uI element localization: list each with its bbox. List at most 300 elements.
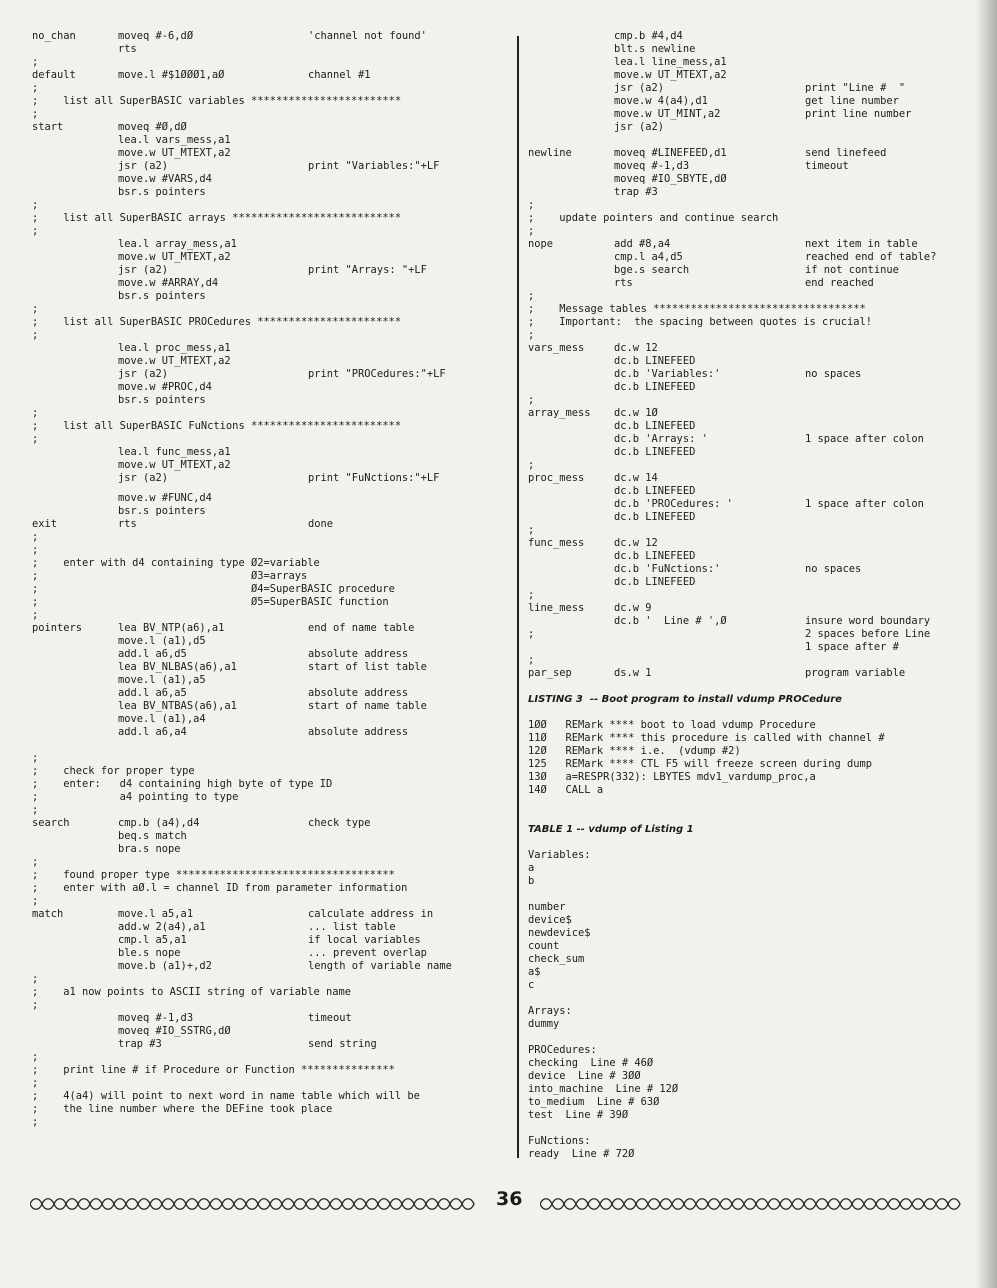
code-comment: print "Arrays: "+LF [308, 264, 427, 276]
code-instruction: move.w UT_MTEXT,a2 [118, 459, 231, 471]
code-comment: send string [308, 1038, 377, 1050]
code-label: line_mess [528, 602, 585, 614]
code-text: to_medium Line # 63Ø [528, 1096, 660, 1108]
code-instruction: lea BV_NTBAS(a6),a1 [118, 700, 237, 712]
code-line [32, 173, 510, 186]
code-text: newdevice$ [528, 927, 591, 939]
code-text: ; enter: d4 containing high byte of type ID [32, 778, 333, 790]
code-text: device Line # 3ØØ [528, 1070, 641, 1082]
code-line [528, 1070, 983, 1083]
code-line [528, 342, 983, 355]
code-line [32, 518, 510, 531]
code-label: func_mess [528, 537, 585, 549]
code-text: ; [32, 225, 39, 237]
code-instruction: dc.b 'PROCedures: ' [614, 498, 733, 510]
code-text: ; found proper type *********************************** [32, 869, 395, 881]
code-line [528, 537, 983, 550]
code-instruction: move.w UT_MTEXT,a2 [118, 251, 231, 263]
code-comment: timeout [308, 1012, 352, 1024]
code-line [32, 778, 510, 791]
code-label: array_mess [528, 407, 591, 419]
code-instruction: moveq #LINEFEED,d1 [614, 147, 727, 159]
code-line [528, 251, 983, 264]
code-line [32, 921, 510, 934]
code-line [32, 609, 510, 622]
code-instruction: jsr (a2) [614, 121, 665, 133]
code-comment: next item in table [805, 238, 918, 250]
code-line [32, 160, 510, 173]
code-text: c [528, 979, 535, 991]
code-line [32, 570, 510, 583]
code-instruction: rts [118, 518, 137, 530]
code-line [528, 511, 983, 524]
code-text: device$ [528, 914, 572, 926]
code-text: ; list all SuperBASIC FuNctions ************************ [32, 420, 402, 432]
code-text: checking Line # 46Ø [528, 1057, 654, 1069]
code-line [32, 43, 510, 56]
code-comment: get line number [805, 95, 899, 107]
code-instruction: lea.l line_mess,a1 [614, 56, 727, 68]
code-line [528, 56, 983, 69]
column-divider [517, 36, 519, 1158]
code-text: ; list all SuperBASIC PROCedures *********************** [32, 316, 402, 328]
code-line [32, 238, 510, 251]
code-line [528, 290, 983, 303]
code-instruction: jsr (a2) [118, 264, 169, 276]
code-line [528, 147, 983, 160]
code-line [32, 290, 510, 303]
code-line [528, 693, 983, 706]
code-line [528, 121, 983, 134]
code-line [32, 986, 510, 999]
code-text: ; print line # if Procedure or Function *************** [32, 1064, 395, 1076]
code-text: b [528, 875, 535, 887]
code-line [528, 914, 983, 927]
code-line [528, 576, 983, 589]
code-text: ready Line # 72Ø [528, 1148, 635, 1160]
code-line [32, 1064, 510, 1077]
code-comment: print "PROCedures:"+LF [308, 368, 446, 380]
code-text: ; [32, 999, 39, 1011]
code-line [528, 95, 983, 108]
code-instruction: dc.b 'Variables:' [614, 368, 721, 380]
code-text: ; [32, 1116, 39, 1128]
code-text: ; Ø5=SuperBASIC function [32, 596, 389, 608]
code-instruction: move.w #VARS,d4 [118, 173, 212, 185]
code-line [32, 726, 510, 739]
code-line [32, 82, 510, 95]
code-text: ; 4(a4) will point to next word in name table which will be [32, 1090, 420, 1102]
code-line [528, 433, 983, 446]
code-comment: no spaces [805, 563, 862, 575]
code-instruction: move.l a5,a1 [118, 908, 194, 920]
code-line [32, 687, 510, 700]
code-line [528, 1096, 983, 1109]
code-line [528, 264, 983, 277]
code-line [32, 1116, 510, 1129]
code-instruction: move.w #ARRAY,d4 [118, 277, 219, 289]
blank-line [528, 992, 983, 1005]
code-comment: if not continue [805, 264, 899, 276]
code-instruction: jsr (a2) [118, 160, 169, 172]
page-footer [0, 1188, 997, 1222]
code-line [528, 589, 983, 602]
code-text: ; [32, 895, 39, 907]
code-text: ; [32, 82, 39, 94]
code-line [528, 43, 983, 56]
code-comment: 2 spaces before Line [805, 628, 931, 640]
code-line [32, 1077, 510, 1090]
code-line [528, 771, 983, 784]
code-line [528, 628, 983, 641]
code-text: check_sum [528, 953, 585, 965]
code-instruction: moveq #-6,dØ [118, 30, 194, 42]
code-text: ; [528, 329, 535, 341]
code-line [32, 791, 510, 804]
code-text: PROCedures: [528, 1044, 597, 1056]
code-line [528, 654, 983, 667]
code-instruction: dc.b LINEFEED [614, 576, 696, 588]
code-instruction: move.w UT_MINT,a2 [614, 108, 721, 120]
code-text: ; [32, 531, 39, 543]
code-comment: timeout [805, 160, 849, 172]
code-instruction: move.w 4(a4),d1 [614, 95, 708, 107]
code-text: ; [528, 394, 535, 406]
code-comment: ... prevent overlap [308, 947, 427, 959]
right-code-column [528, 30, 983, 1161]
code-line [528, 186, 983, 199]
code-line [528, 30, 983, 43]
code-text: ; [32, 199, 39, 211]
code-line [32, 674, 510, 687]
code-line [32, 147, 510, 160]
code-line [32, 999, 510, 1012]
code-label: start [32, 121, 64, 133]
code-label: default [32, 69, 76, 81]
code-label: par_sep [528, 667, 572, 679]
code-text: into_machine Line # 12Ø [528, 1083, 679, 1095]
code-comment: no spaces [805, 368, 862, 380]
code-line [528, 381, 983, 394]
code-comment: 1 space after colon [805, 498, 924, 510]
code-instruction: bge.s search [614, 264, 690, 276]
code-line [32, 1025, 510, 1038]
code-comment: if local variables [308, 934, 421, 946]
code-text: ; [32, 973, 39, 985]
code-line [32, 30, 510, 43]
code-text: ; [32, 609, 39, 621]
code-line [528, 420, 983, 433]
code-line [528, 719, 983, 732]
code-instruction: rts [118, 43, 137, 55]
code-line [32, 342, 510, 355]
code-comment: absolute address [308, 726, 409, 738]
blank-line [528, 680, 983, 693]
code-line [528, 875, 983, 888]
code-label: vars_mess [528, 342, 585, 354]
code-instruction: move.w UT_MTEXT,a2 [614, 69, 727, 81]
code-text: ; [528, 589, 535, 601]
code-line [32, 804, 510, 817]
code-text: ; [528, 628, 535, 640]
code-line [528, 927, 983, 940]
code-text: ; [32, 329, 39, 341]
code-line [32, 648, 510, 661]
code-line [528, 238, 983, 251]
code-line [528, 953, 983, 966]
code-comment: ... list table [308, 921, 396, 933]
code-line [528, 1044, 983, 1057]
code-line [32, 1090, 510, 1103]
code-line [32, 1103, 510, 1116]
code-instruction: moveq #-1,d3 [614, 160, 690, 172]
code-instruction: lea.l func_mess,a1 [118, 446, 231, 458]
code-comment: start of name table [308, 700, 427, 712]
code-text: dummy [528, 1018, 560, 1030]
code-line [32, 1012, 510, 1025]
code-instruction: move.w #FUNC,d4 [118, 492, 212, 504]
blank-line [528, 1031, 983, 1044]
code-line [32, 355, 510, 368]
code-instruction: blt.s newline [614, 43, 696, 55]
code-line [32, 186, 510, 199]
code-text: ; check for proper type [32, 765, 195, 777]
code-line [32, 394, 510, 407]
code-line [32, 420, 510, 433]
code-instruction: dc.w 1Ø [614, 407, 658, 419]
code-instruction: add.l a6,a5 [118, 687, 187, 699]
code-text: number [528, 901, 566, 913]
code-text: count [528, 940, 560, 952]
code-line [32, 544, 510, 557]
code-comment: print "Line # " [805, 82, 906, 94]
code-instruction: bsr.s pointers [118, 394, 206, 406]
code-comment: end reached [805, 277, 874, 289]
blank-line [528, 836, 983, 849]
code-line [32, 557, 510, 570]
code-text: a$ [528, 966, 541, 978]
code-line [528, 745, 983, 758]
code-text: ; [528, 290, 535, 302]
code-line [32, 303, 510, 316]
code-instruction: dc.w 9 [614, 602, 652, 614]
code-line [32, 407, 510, 420]
code-text: ; list all SuperBASIC variables ************************ [32, 95, 402, 107]
code-instruction: add.w 2(a4),a1 [118, 921, 206, 933]
code-line [32, 446, 510, 459]
code-instruction: move.l (a1),d5 [118, 635, 206, 647]
code-comment: print "FuNctions:"+LF [308, 472, 440, 484]
code-line [528, 368, 983, 381]
code-line [32, 368, 510, 381]
code-line [32, 277, 510, 290]
blank-line [528, 1122, 983, 1135]
blank-line [528, 810, 983, 823]
code-line [32, 492, 510, 505]
code-text: ; a1 now points to ASCII string of variable name [32, 986, 352, 998]
code-text: ; [528, 199, 535, 211]
code-comment: done [308, 518, 334, 530]
code-instruction: dc.b LINEFEED [614, 550, 696, 562]
code-line [528, 940, 983, 953]
code-line [32, 856, 510, 869]
code-line [528, 69, 983, 82]
code-instruction: moveq #-1,d3 [118, 1012, 194, 1024]
code-line [32, 199, 510, 212]
code-line [32, 960, 510, 973]
code-text: ; Ø3=arrays [32, 570, 308, 582]
code-line [32, 121, 510, 134]
code-instruction: cmp.b (a4),d4 [118, 817, 200, 829]
code-comment: calculate address in [308, 908, 434, 920]
code-text: ; enter with d4 containing type Ø2=variable [32, 557, 320, 569]
code-text: ; [32, 752, 39, 764]
code-comment: send linefeed [805, 147, 887, 159]
code-line [32, 622, 510, 635]
code-instruction: dc.b ' Line # ',Ø [614, 615, 727, 627]
code-text: FuNctions: [528, 1135, 591, 1147]
left-code-column [32, 30, 510, 1129]
code-instruction: dc.b 'FuNctions:' [614, 563, 721, 575]
code-line [32, 316, 510, 329]
code-line [528, 966, 983, 979]
code-text: ; Important: the spacing between quotes is crucial! [528, 316, 873, 328]
code-line [32, 505, 510, 518]
code-instruction: bra.s nope [118, 843, 181, 855]
code-text: ; [32, 108, 39, 120]
code-comment: end of name table [308, 622, 415, 634]
code-line [528, 1148, 983, 1161]
code-instruction: add #8,a4 [614, 238, 671, 250]
code-text: ; Ø4=SuperBASIC procedure [32, 583, 395, 595]
code-text: ; [32, 56, 39, 68]
code-comment: 1 space after # [805, 641, 899, 653]
code-line [32, 713, 510, 726]
code-line [528, 784, 983, 797]
code-instruction: dc.b LINEFEED [614, 381, 696, 393]
code-text: 1ØØ REMark **** boot to load vdump Procedure [528, 719, 816, 731]
code-text: ; [528, 524, 535, 536]
code-line [32, 56, 510, 69]
code-text: 11Ø REMark **** this procedure is called with channel # [528, 732, 885, 744]
code-instruction: move.b (a1)+,d2 [118, 960, 212, 972]
code-instruction: trap #3 [614, 186, 658, 198]
code-line [528, 329, 983, 342]
code-line [32, 108, 510, 121]
code-line [528, 641, 983, 654]
code-line [32, 95, 510, 108]
code-line [32, 459, 510, 472]
code-text: ; [32, 407, 39, 419]
code-text: ; [528, 654, 535, 666]
code-line [528, 849, 983, 862]
code-instruction: dc.b LINEFEED [614, 485, 696, 497]
code-instruction: move.l (a1),a5 [118, 674, 206, 686]
code-line [528, 355, 983, 368]
code-label: match [32, 908, 64, 920]
code-line [32, 381, 510, 394]
code-line [528, 160, 983, 173]
code-line [528, 862, 983, 875]
code-text: ; [528, 459, 535, 471]
code-label: pointers [32, 622, 83, 634]
code-line [32, 635, 510, 648]
code-line [528, 212, 983, 225]
code-line [528, 498, 983, 511]
code-line [32, 472, 510, 485]
blank-line [528, 134, 983, 147]
code-line [32, 134, 510, 147]
code-line [528, 732, 983, 745]
code-instruction: cmp.l a5,a1 [118, 934, 187, 946]
code-line [32, 869, 510, 882]
code-text: ; enter with aØ.l = channel ID from parameter information [32, 882, 408, 894]
code-instruction: dc.b LINEFEED [614, 511, 696, 523]
code-line [32, 947, 510, 960]
code-line [32, 531, 510, 544]
code-line [528, 303, 983, 316]
code-label: exit [32, 518, 58, 530]
code-line [528, 173, 983, 186]
code-text: ; a4 pointing to type [32, 791, 239, 803]
code-line [528, 1057, 983, 1070]
code-instruction: cmp.l a4,d5 [614, 251, 683, 263]
code-instruction: ds.w 1 [614, 667, 652, 679]
code-line [528, 524, 983, 537]
code-text: ; the line number where the DEFine took place [32, 1103, 333, 1115]
code-line [528, 1005, 983, 1018]
code-comment: length of variable name [308, 960, 452, 972]
code-line [32, 830, 510, 843]
code-instruction: ble.s nope [118, 947, 181, 959]
code-text: ; update pointers and continue search [528, 212, 779, 224]
listing-heading: TABLE 1 -- vdump of Listing 1 [528, 824, 694, 835]
code-instruction: bsr.s pointers [118, 505, 206, 517]
code-line [32, 661, 510, 674]
code-line [32, 973, 510, 986]
code-line [528, 1109, 983, 1122]
blank-line [32, 485, 510, 492]
code-instruction: cmp.b #4,d4 [614, 30, 683, 42]
code-instruction: move.w UT_MTEXT,a2 [118, 147, 231, 159]
code-line [528, 316, 983, 329]
code-line [32, 817, 510, 830]
code-comment: reached end of table? [805, 251, 937, 263]
code-line [528, 823, 983, 836]
code-line [528, 758, 983, 771]
code-line [528, 1135, 983, 1148]
code-line [32, 1051, 510, 1064]
code-instruction: lea.l proc_mess,a1 [118, 342, 231, 354]
code-instruction: move.l (a1),a4 [118, 713, 206, 725]
code-text: 12Ø REMark **** i.e. (vdump #2) [528, 745, 741, 757]
blank-line [528, 706, 983, 719]
page-number: 36 [496, 1188, 523, 1210]
code-line [32, 908, 510, 921]
code-label: proc_mess [528, 472, 585, 484]
code-instruction: dc.b LINEFEED [614, 420, 696, 432]
code-label: newline [528, 147, 572, 159]
code-comment: 'channel not found' [308, 30, 427, 42]
code-line [528, 979, 983, 992]
code-line [32, 895, 510, 908]
code-instruction: dc.w 12 [614, 537, 658, 549]
code-text: Variables: [528, 849, 591, 861]
code-line [528, 472, 983, 485]
code-instruction: lea BV_NLBAS(a6),a1 [118, 661, 237, 673]
code-text: ; [32, 1051, 39, 1063]
code-line [528, 225, 983, 238]
